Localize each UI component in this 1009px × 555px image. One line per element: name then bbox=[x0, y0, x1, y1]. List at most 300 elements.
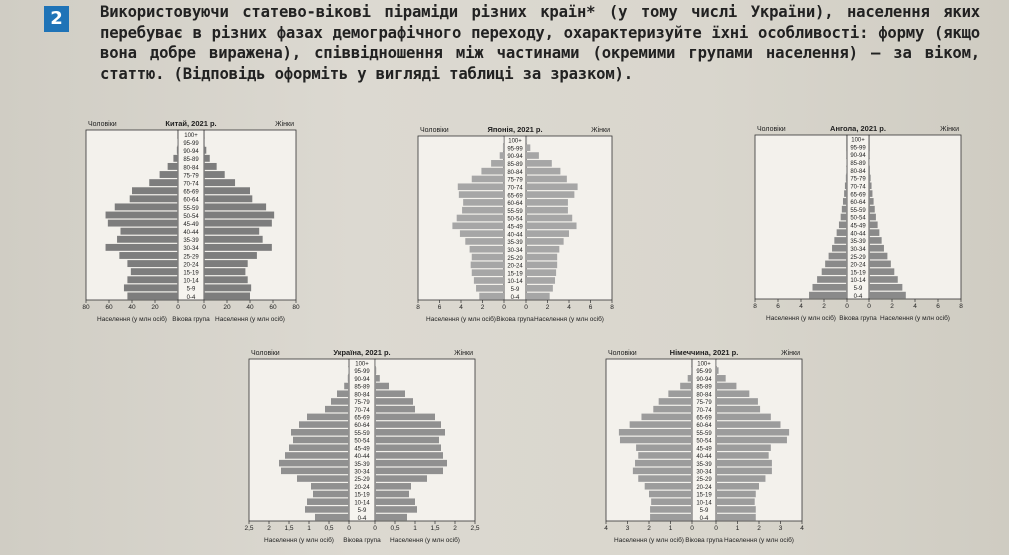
x-tick-label: 8 bbox=[753, 303, 757, 310]
male-bar bbox=[289, 444, 349, 451]
age-group-label: 75-79 bbox=[696, 400, 712, 407]
pyramid-svg bbox=[395, 118, 635, 324]
female-bar bbox=[716, 468, 772, 475]
male-bar bbox=[809, 292, 847, 299]
x-tick-label: 4 bbox=[604, 525, 608, 532]
male-bar bbox=[149, 179, 178, 186]
female-bar bbox=[375, 414, 435, 421]
male-bar bbox=[106, 244, 178, 251]
male-bar bbox=[649, 491, 692, 498]
male-bar bbox=[325, 406, 349, 413]
male-bar bbox=[127, 276, 178, 283]
age-group-label: 85-89 bbox=[354, 384, 370, 391]
male-bar bbox=[472, 176, 504, 183]
age-group-label: 60-64 bbox=[354, 423, 370, 430]
age-group-label: 5-9 bbox=[699, 508, 709, 515]
x-tick-label: 0 bbox=[202, 304, 206, 311]
female-bar bbox=[526, 246, 559, 253]
x-tick-label: 2 bbox=[822, 303, 826, 310]
age-group-label: 70-74 bbox=[354, 407, 370, 414]
pyramid-svg bbox=[585, 341, 823, 547]
female-bar bbox=[716, 460, 772, 467]
men-label: Чоловіки bbox=[608, 350, 637, 357]
age-group-label: 90-94 bbox=[354, 376, 370, 383]
male-bar bbox=[106, 212, 178, 219]
male-bar bbox=[462, 207, 504, 214]
male-bar bbox=[651, 498, 692, 505]
female-bar bbox=[716, 367, 719, 374]
x-tick-label: 2,5 bbox=[244, 525, 254, 532]
x-tick-label: 0 bbox=[714, 525, 718, 532]
female-bar bbox=[716, 498, 755, 505]
population-axis-label: Населення (у млн осіб) bbox=[390, 537, 460, 544]
female-bar bbox=[204, 293, 250, 300]
female-bar bbox=[204, 203, 266, 210]
x-tick-label: 40 bbox=[128, 304, 136, 311]
male-bar bbox=[638, 452, 692, 459]
age-group-label: 10-14 bbox=[696, 500, 712, 507]
x-tick-label: 8 bbox=[959, 303, 963, 310]
age-group-label: 70-74 bbox=[183, 181, 199, 188]
x-tick-label: 2 bbox=[453, 525, 457, 532]
female-bar bbox=[716, 429, 789, 436]
female-bar bbox=[375, 421, 441, 428]
age-group-label: 35-39 bbox=[183, 238, 199, 245]
age-group-label: 50-54 bbox=[850, 215, 866, 222]
female-bar bbox=[526, 269, 556, 276]
male-bar bbox=[846, 167, 847, 174]
x-tick-label: 2 bbox=[647, 525, 651, 532]
age-axis-label: Вікова група bbox=[172, 316, 210, 323]
male-bar bbox=[452, 223, 504, 230]
age-group-label: 55-59 bbox=[696, 430, 712, 437]
female-bar bbox=[716, 414, 771, 421]
female-bar bbox=[204, 155, 210, 162]
female-bar bbox=[204, 252, 257, 259]
male-bar bbox=[305, 506, 349, 513]
female-bar bbox=[204, 187, 250, 194]
pyramid-china bbox=[66, 114, 316, 324]
female-bar bbox=[375, 437, 439, 444]
age-group-label: 100+ bbox=[184, 132, 198, 139]
female-bar bbox=[716, 383, 736, 390]
male-bar bbox=[845, 182, 847, 189]
female-bar bbox=[526, 262, 557, 269]
male-bar bbox=[131, 268, 178, 275]
female-bar bbox=[526, 160, 552, 167]
age-group-label: 20-24 bbox=[850, 262, 866, 269]
population-axis-label: Населення (у млн осіб) bbox=[97, 316, 167, 323]
male-bar bbox=[331, 398, 349, 405]
age-group-label: 65-69 bbox=[850, 192, 866, 199]
male-bar bbox=[688, 375, 692, 382]
x-tick-label: 0 bbox=[690, 525, 694, 532]
male-bar bbox=[307, 498, 349, 505]
x-tick-label: 1 bbox=[307, 525, 311, 532]
x-tick-label: 0 bbox=[347, 525, 351, 532]
female-bar bbox=[204, 139, 205, 146]
female-bar bbox=[375, 498, 415, 505]
female-bar bbox=[869, 253, 887, 260]
male-bar bbox=[293, 437, 349, 444]
male-bar bbox=[348, 375, 349, 382]
female-bar bbox=[716, 406, 760, 413]
age-axis-label: Вікова група bbox=[496, 316, 534, 323]
male-bar bbox=[457, 215, 504, 222]
female-bar bbox=[204, 228, 259, 235]
pyramid-svg bbox=[728, 117, 988, 323]
male-bar bbox=[465, 238, 504, 245]
age-group-label: 15-19 bbox=[850, 270, 866, 277]
age-group-label: 35-39 bbox=[354, 461, 370, 468]
x-tick-label: 1 bbox=[668, 525, 673, 532]
age-group-label: 10-14 bbox=[850, 278, 866, 285]
women-label: Жінки bbox=[940, 126, 959, 133]
male-bar bbox=[653, 406, 692, 413]
x-tick-label: 3 bbox=[778, 525, 783, 532]
male-bar bbox=[691, 367, 692, 374]
age-group-label: 55-59 bbox=[183, 205, 199, 212]
male-bar bbox=[479, 293, 504, 300]
age-group-label: 50-54 bbox=[354, 438, 370, 445]
population-axis-label: Населення (у млн осіб) bbox=[766, 315, 836, 322]
age-group-label: 30-34 bbox=[183, 246, 199, 253]
chart-title: Україна, 2021 р. bbox=[333, 348, 391, 357]
x-tick-label: 20 bbox=[223, 304, 231, 311]
male-bar bbox=[650, 506, 692, 513]
female-bar bbox=[716, 375, 726, 382]
female-bar bbox=[869, 206, 875, 213]
x-tick-label: 1,5 bbox=[284, 525, 294, 532]
male-bar bbox=[127, 293, 178, 300]
female-bar bbox=[526, 207, 568, 214]
female-bar bbox=[869, 261, 891, 268]
male-bar bbox=[108, 220, 178, 227]
female-bar bbox=[375, 506, 417, 513]
male-bar bbox=[832, 245, 847, 252]
female-bar bbox=[716, 475, 765, 482]
female-bar bbox=[204, 236, 263, 243]
male-bar bbox=[344, 383, 349, 390]
male-bar bbox=[822, 268, 847, 275]
population-axis-label: Населення (у млн осіб) bbox=[614, 537, 684, 544]
age-group-label: 85-89 bbox=[183, 157, 199, 164]
male-bar bbox=[659, 398, 692, 405]
male-bar bbox=[633, 468, 692, 475]
male-bar bbox=[160, 171, 178, 178]
male-bar bbox=[472, 254, 504, 261]
male-bar bbox=[121, 228, 179, 235]
age-group-label: 5-9 bbox=[510, 286, 520, 293]
male-bar bbox=[476, 285, 504, 292]
male-bar bbox=[168, 163, 178, 170]
age-group-label: 75-79 bbox=[183, 173, 199, 180]
male-bar bbox=[471, 262, 504, 269]
female-bar bbox=[716, 483, 759, 490]
age-group-label: 25-29 bbox=[850, 254, 866, 261]
pyramid-germany bbox=[585, 341, 823, 547]
age-group-label: 80-84 bbox=[354, 392, 370, 399]
age-group-label: 20-24 bbox=[354, 484, 370, 491]
male-bar bbox=[311, 483, 349, 490]
female-bar bbox=[375, 475, 427, 482]
female-bar bbox=[716, 452, 769, 459]
male-bar bbox=[315, 514, 349, 521]
male-bar bbox=[650, 514, 692, 521]
age-group-label: 45-49 bbox=[354, 446, 370, 453]
age-group-label: 90-94 bbox=[850, 153, 866, 160]
female-bar bbox=[526, 176, 567, 183]
male-bar bbox=[813, 284, 848, 291]
x-tick-label: 1 bbox=[735, 525, 740, 532]
male-bar bbox=[472, 269, 504, 276]
male-bar bbox=[127, 260, 178, 267]
men-label: Чоловіки bbox=[251, 350, 280, 357]
population-axis-label: Населення (у млн осіб) bbox=[880, 315, 950, 322]
female-bar bbox=[869, 214, 876, 221]
age-group-label: 5-9 bbox=[357, 508, 367, 515]
chart-title: Японія, 2021 р. bbox=[487, 125, 543, 134]
x-tick-label: 80 bbox=[82, 304, 90, 311]
age-group-label: 25-29 bbox=[354, 477, 370, 484]
female-bar bbox=[716, 398, 758, 405]
age-group-label: 50-54 bbox=[507, 216, 523, 223]
male-bar bbox=[307, 414, 349, 421]
task-text: Використовуючи статево-вікові піраміди різних країн* (у тому числі України), населення яких перебуває в різних фазах демографічного переходу, охарактеризуйте їхні особливості: форму (якщо вона добре виражена), співвідношення між частинами (окремими групами населення) — за віком, статтю. (Відповідь оформіть у вигляді таблиці за зразком). bbox=[100, 3, 980, 83]
female-bar bbox=[716, 506, 756, 513]
age-group-label: 0-4 bbox=[510, 294, 520, 301]
women-label: Жінки bbox=[275, 121, 294, 128]
x-tick-label: 1 bbox=[413, 525, 417, 532]
pyramid-svg bbox=[66, 114, 316, 324]
age-group-label: 15-19 bbox=[354, 492, 370, 499]
x-tick-label: 0 bbox=[502, 304, 506, 311]
male-bar bbox=[119, 252, 178, 259]
female-bar bbox=[375, 468, 443, 475]
x-tick-label: 2,5 bbox=[470, 525, 480, 532]
female-bar bbox=[526, 168, 560, 175]
age-group-label: 20-24 bbox=[696, 484, 712, 491]
age-group-label: 65-69 bbox=[183, 189, 199, 196]
male-bar bbox=[645, 483, 692, 490]
age-group-label: 15-19 bbox=[507, 271, 523, 278]
age-group-label: 80-84 bbox=[850, 168, 866, 175]
x-tick-label: 0,5 bbox=[390, 525, 400, 532]
male-bar bbox=[680, 383, 692, 390]
female-bar bbox=[204, 244, 272, 251]
female-bar bbox=[375, 429, 445, 436]
x-tick-label: 4 bbox=[567, 304, 571, 311]
men-label: Чоловіки bbox=[420, 127, 449, 134]
female-bar bbox=[869, 175, 871, 182]
age-group-label: 100+ bbox=[851, 137, 865, 144]
age-group-label: 25-29 bbox=[507, 255, 523, 262]
female-bar bbox=[526, 230, 569, 237]
male-bar bbox=[474, 277, 504, 284]
male-bar bbox=[839, 222, 847, 229]
women-label: Жінки bbox=[591, 127, 610, 134]
age-axis-label: Вікова група bbox=[685, 537, 723, 544]
male-bar bbox=[503, 144, 504, 151]
x-tick-label: 2 bbox=[545, 304, 550, 311]
age-group-label: 65-69 bbox=[696, 415, 712, 422]
pyramid-japan bbox=[395, 118, 635, 324]
age-group-label: 20-24 bbox=[507, 263, 523, 270]
age-group-label: 30-34 bbox=[354, 469, 370, 476]
age-group-label: 95-99 bbox=[183, 140, 199, 147]
male-bar bbox=[460, 230, 504, 237]
x-tick-label: 4 bbox=[913, 303, 917, 310]
x-tick-label: 20 bbox=[151, 304, 159, 311]
male-bar bbox=[620, 437, 692, 444]
age-group-label: 75-79 bbox=[507, 177, 523, 184]
male-bar bbox=[630, 421, 692, 428]
female-bar bbox=[869, 268, 894, 275]
x-tick-label: 2 bbox=[267, 525, 271, 532]
male-bar bbox=[297, 475, 349, 482]
age-group-label: 80-84 bbox=[507, 169, 523, 176]
female-bar bbox=[869, 190, 872, 197]
female-bar bbox=[204, 163, 217, 170]
age-group-label: 70-74 bbox=[850, 184, 866, 191]
x-tick-label: 0,5 bbox=[324, 525, 334, 532]
x-tick-label: 8 bbox=[416, 304, 420, 311]
female-bar bbox=[526, 238, 564, 245]
age-group-label: 10-14 bbox=[507, 279, 523, 286]
female-bar bbox=[204, 276, 248, 283]
male-bar bbox=[641, 414, 692, 421]
x-tick-label: 0 bbox=[524, 304, 528, 311]
male-bar bbox=[279, 460, 349, 467]
female-bar bbox=[204, 260, 248, 267]
female-bar bbox=[716, 421, 781, 428]
x-tick-label: 2 bbox=[480, 304, 485, 311]
male-bar bbox=[841, 214, 847, 221]
age-group-label: 100+ bbox=[355, 361, 369, 368]
population-axis-label: Населення (у млн осіб) bbox=[534, 316, 604, 323]
chart-title: Ангола, 2021 р. bbox=[830, 124, 886, 133]
age-group-label: 30-34 bbox=[850, 246, 866, 253]
female-bar bbox=[375, 491, 409, 498]
female-bar bbox=[716, 437, 787, 444]
age-group-label: 85-89 bbox=[696, 384, 712, 391]
population-axis-label: Населення (у млн осіб) bbox=[426, 316, 496, 323]
female-bar bbox=[375, 452, 443, 459]
age-group-label: 35-39 bbox=[850, 239, 866, 246]
male-bar bbox=[834, 237, 847, 244]
male-bar bbox=[619, 429, 692, 436]
female-bar bbox=[375, 514, 407, 521]
female-bar bbox=[526, 277, 555, 284]
age-group-label: 5-9 bbox=[853, 285, 863, 292]
male-bar bbox=[500, 152, 504, 159]
female-bar bbox=[375, 406, 415, 413]
male-bar bbox=[636, 444, 692, 451]
male-bar bbox=[668, 390, 692, 397]
female-bar bbox=[526, 293, 550, 300]
age-group-label: 0-4 bbox=[186, 294, 196, 301]
male-bar bbox=[177, 147, 178, 154]
female-bar bbox=[526, 137, 527, 144]
age-group-label: 15-19 bbox=[696, 492, 712, 499]
male-bar bbox=[124, 284, 178, 291]
age-group-label: 55-59 bbox=[507, 208, 523, 215]
age-group-label: 100+ bbox=[508, 138, 522, 145]
male-bar bbox=[173, 155, 178, 162]
female-bar bbox=[869, 182, 872, 189]
age-group-label: 95-99 bbox=[354, 369, 370, 376]
x-tick-label: 8 bbox=[610, 304, 614, 311]
female-bar bbox=[204, 171, 225, 178]
male-bar bbox=[481, 168, 504, 175]
male-bar bbox=[846, 175, 847, 182]
male-bar bbox=[635, 460, 692, 467]
female-bar bbox=[716, 390, 749, 397]
female-bar bbox=[375, 367, 376, 374]
age-group-label: 25-29 bbox=[696, 477, 712, 484]
male-bar bbox=[463, 199, 504, 206]
male-bar bbox=[842, 206, 847, 213]
men-label: Чоловіки bbox=[88, 121, 117, 128]
age-group-label: 80-84 bbox=[183, 165, 199, 172]
male-bar bbox=[130, 195, 178, 202]
age-group-label: 95-99 bbox=[850, 145, 866, 152]
female-bar bbox=[869, 167, 870, 174]
female-bar bbox=[716, 444, 771, 451]
age-group-label: 40-44 bbox=[850, 231, 866, 238]
age-group-label: 25-29 bbox=[183, 254, 199, 261]
population-axis-label: Населення (у млн осіб) bbox=[215, 316, 285, 323]
female-bar bbox=[869, 237, 882, 244]
chart-title: Китай, 2021 р. bbox=[165, 119, 217, 128]
age-group-label: 85-89 bbox=[507, 162, 523, 169]
female-bar bbox=[716, 514, 756, 521]
female-bar bbox=[375, 390, 405, 397]
age-group-label: 80-84 bbox=[696, 392, 712, 399]
male-bar bbox=[638, 475, 692, 482]
female-bar bbox=[204, 284, 251, 291]
x-tick-label: 6 bbox=[936, 303, 940, 310]
male-bar bbox=[459, 191, 504, 198]
age-group-label: 40-44 bbox=[507, 232, 523, 239]
male-bar bbox=[844, 190, 847, 197]
x-tick-label: 6 bbox=[437, 304, 442, 311]
male-bar bbox=[299, 421, 349, 428]
age-group-label: 40-44 bbox=[696, 454, 712, 461]
age-group-label: 70-74 bbox=[696, 407, 712, 414]
x-tick-label: 0 bbox=[845, 303, 849, 310]
age-group-label: 60-64 bbox=[183, 197, 199, 204]
female-bar bbox=[869, 284, 902, 291]
x-tick-label: 6 bbox=[776, 303, 780, 310]
age-group-label: 0-4 bbox=[699, 515, 709, 522]
male-bar bbox=[117, 236, 178, 243]
male-bar bbox=[837, 229, 847, 236]
female-bar bbox=[869, 222, 878, 229]
age-group-label: 60-64 bbox=[696, 423, 712, 430]
male-bar bbox=[843, 198, 847, 205]
female-bar bbox=[526, 152, 539, 159]
men-label: Чоловіки bbox=[757, 126, 786, 133]
x-tick-label: 0 bbox=[373, 525, 377, 532]
women-label: Жінки bbox=[781, 350, 800, 357]
female-bar bbox=[869, 245, 884, 252]
age-group-label: 70-74 bbox=[507, 185, 523, 192]
age-group-label: 55-59 bbox=[354, 430, 370, 437]
male-bar bbox=[115, 203, 178, 210]
female-bar bbox=[375, 398, 413, 405]
age-group-label: 85-89 bbox=[850, 161, 866, 168]
